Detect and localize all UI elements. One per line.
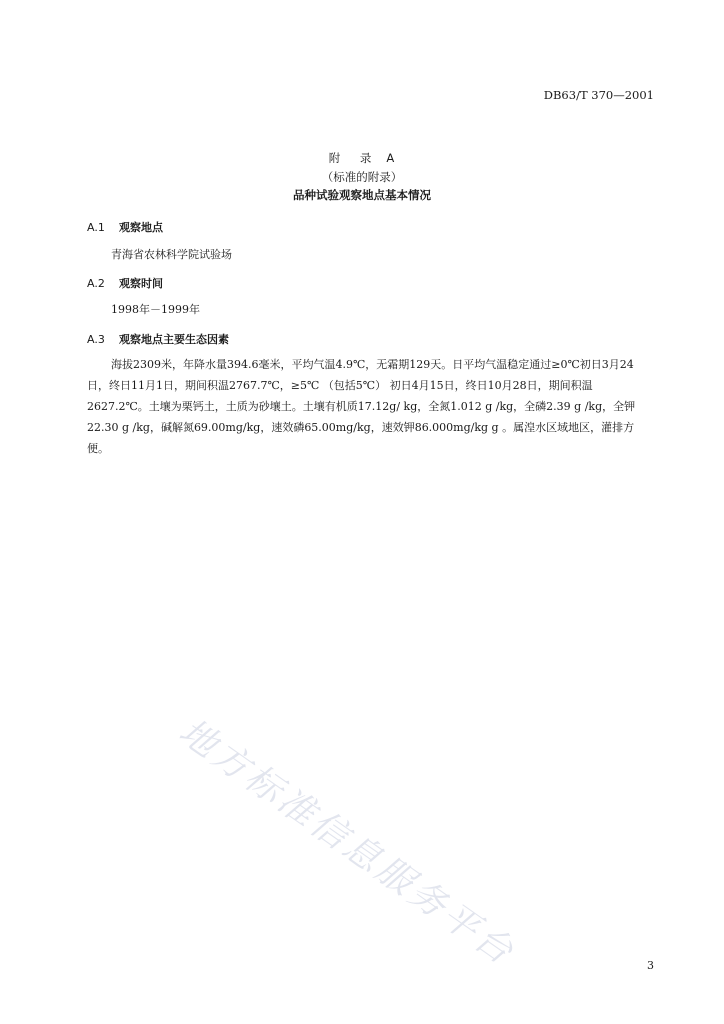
watermark: 地方标准信息服务平台 bbox=[171, 711, 523, 975]
page-number: 3 bbox=[647, 959, 654, 972]
standard-code: DB63/T 370—2001 bbox=[543, 88, 654, 102]
section-body-a1 bbox=[87, 244, 654, 265]
appendix-subtitle: （标准的附录） bbox=[321, 170, 403, 184]
appendix-title-mid: 录 bbox=[359, 151, 373, 165]
appendix-title-letter: A bbox=[386, 151, 396, 165]
appendix-heading: 品种试验观察地点基本情况 bbox=[293, 188, 431, 202]
appendix-title-left: 附 bbox=[328, 151, 342, 165]
section-number: A.3 bbox=[87, 333, 105, 346]
section-body-text: 海拔2309米，年降水量394.6毫米，平均气温4.9℃，无霜期129天。日平均气温稳定通过≥0℃初日3月24日，终日11月1日，期间积温2767.7℃，≥5℃ （包括5℃） 初日4月15日，终日10月28日，期间积温2627.2℃。土壤为栗钙土，土质为砂壤土。土壤有机质17.12g/ kg，全氮1.012 g /kg，全磷2.39 g /kg，全钾22.30 g /kg，碱解氮69.00mg/kg，速效磷65.00mg/kg，速效钾86.000mg/kg g 。属湟水区域地区，灌排方便。 bbox=[87, 358, 636, 455]
section-heading-a2 bbox=[87, 275, 163, 291]
section-body-text: 青海省农林科学院试验场 bbox=[111, 248, 232, 261]
section-title: 观察地点主要生态因素 bbox=[119, 333, 229, 346]
section-number: A.1 bbox=[87, 221, 105, 234]
section-body-a3 bbox=[87, 354, 654, 459]
section-heading-a1 bbox=[87, 219, 163, 235]
section-title: 观察时间 bbox=[119, 277, 163, 290]
section-body-a2 bbox=[87, 299, 654, 320]
section-body-text: 1998年－1999年 bbox=[111, 303, 200, 316]
section-number: A.2 bbox=[87, 277, 105, 290]
section-heading-a3 bbox=[87, 331, 229, 347]
section-title: 观察地点 bbox=[119, 221, 163, 234]
appendix-title bbox=[0, 150, 724, 166]
